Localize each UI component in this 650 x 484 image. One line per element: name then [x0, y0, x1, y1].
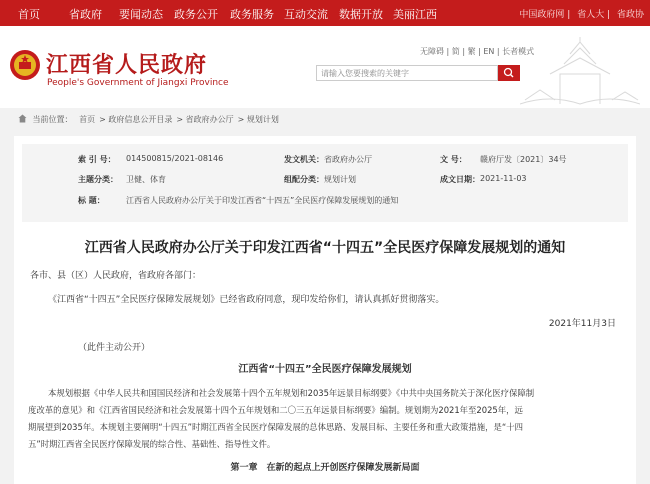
date-value: 2021-11-03 [480, 174, 527, 183]
category-value: 规划计划 [324, 175, 356, 184]
breadcrumb-plan[interactable]: 规划计划 [246, 115, 279, 124]
plan-text-line-4: 五”时期江西省全民医疗保障发展的综合性、基础性、指导性文件。 [28, 439, 276, 449]
plan-text-line-1: 本规划根据《中华人民共和国国民经济和社会发展第十四个五年规划和2035年远景目标纲要》《中共中央国务院关于深化医疗保障制 [48, 388, 535, 398]
nav-public-affairs[interactable]: 政务公开 [174, 8, 218, 21]
subject-value: 江西省人民政府办公厅关于印发江西省“十四五”全民医疗保障发展规划的通知 [126, 196, 399, 205]
elder-mode-link[interactable]: 长者模式 [502, 47, 535, 56]
traditional-link[interactable]: 繁 [467, 47, 476, 56]
home-icon [18, 114, 27, 123]
english-link[interactable]: EN [483, 47, 495, 56]
link-cppcc[interactable]: 省政协 [616, 10, 644, 20]
topic-label: 主题分类： [78, 175, 118, 184]
top-nav [0, 0, 650, 26]
nav-news[interactable]: 要闻动态 [119, 8, 163, 21]
simplified-link[interactable]: 简 [451, 47, 460, 56]
plan-text-line-2: 度改革的意见》和《江西省国民经济和社会发展第十四个五年规划和二〇三五年远景目标纲要》编制。规划期为2021年至2025年，远 [28, 405, 523, 415]
breadcrumb: 当前位置： 首页 > 政府信息公开目录 > 省政府办公厅 > 规划计划 [18, 114, 630, 128]
breadcrumb-label: 当前位置： [32, 115, 73, 124]
site-title[interactable]: 江西省人民政府 [46, 53, 208, 78]
docnum-value: 赣府厅发〔2021〕34号 [480, 155, 567, 164]
nav-beautiful-jiangxi[interactable]: 美丽江西 [393, 8, 437, 21]
breadcrumb-home[interactable]: 首页 [79, 115, 96, 124]
nav-interaction[interactable]: 互动交流 [284, 8, 328, 21]
date-label: 成文日期： [440, 175, 480, 184]
org-label: 发文机关： [284, 155, 324, 164]
search-icon [498, 65, 520, 81]
disclosure-note: （此件主动公开） [78, 343, 151, 353]
signature-date: 2021年11月3日 [548, 319, 616, 329]
topic-value: 卫健、体育 [126, 175, 166, 184]
salutation: 各市、县（区）人民政府，省政府各部门： [30, 271, 202, 281]
nav-open-data[interactable]: 数据开放 [339, 8, 383, 21]
nav-home[interactable]: 首页 [18, 8, 40, 21]
body-paragraph: 《江西省“十四五”全民医疗保障发展规划》已经省政府同意，现印发给你们，请认真抓好贯彻落实。 [48, 295, 445, 305]
pavilion-illustration [520, 34, 640, 108]
article-panel [14, 136, 636, 484]
plan-text-line-3: 期展望到2035年。本规划主要阐明“十四五”时期江西省全民医疗保障发展的总体思路、发展目标、主要任务和重大政策措施，是“十四 [28, 422, 523, 432]
nav-services[interactable]: 政务服务 [230, 8, 274, 21]
national-emblem-icon [9, 49, 41, 81]
breadcrumb-office[interactable]: 省政府办公厅 [185, 115, 234, 124]
nav-government[interactable]: 省政府 [69, 8, 102, 21]
breadcrumb-catalog[interactable]: 政府信息公开目录 [108, 115, 173, 124]
subject-label: 标 题： [78, 196, 105, 205]
plan-subtitle: 江西省“十四五”全民医疗保障发展规划 [238, 364, 412, 375]
index-label: 索 引 号： [78, 155, 116, 164]
site-header [0, 26, 650, 108]
category-label: 组配分类： [284, 175, 324, 184]
document-metadata [22, 144, 628, 222]
docnum-label: 文 号： [440, 155, 467, 164]
document-title: 江西省人民政府办公厅关于印发江西省“十四五”全民医疗保障发展规划的通知 [84, 240, 566, 256]
site-subtitle: People's Government of Jiangxi Province [47, 78, 229, 88]
search-button[interactable] [498, 65, 520, 81]
chapter-heading: 第一章 在新的起点上开创医疗保障发展新局面 [230, 463, 420, 473]
utility-links: 无障碍 | 简 | 繁 | EN | 长者模式 [420, 47, 535, 56]
index-value: 014500815/2021-08146 [126, 154, 224, 163]
link-central-gov[interactable]: 中国政府网 [519, 10, 565, 20]
top-right-links: 中国政府网 | 省人大 | 省政协 [519, 10, 644, 20]
accessibility-link[interactable]: 无障碍 [420, 47, 444, 56]
org-value: 省政府办公厅 [324, 155, 372, 164]
search-input[interactable]: 请输入您要搜索的关键字 [316, 65, 498, 81]
link-congress[interactable]: 省人大 [577, 10, 605, 20]
